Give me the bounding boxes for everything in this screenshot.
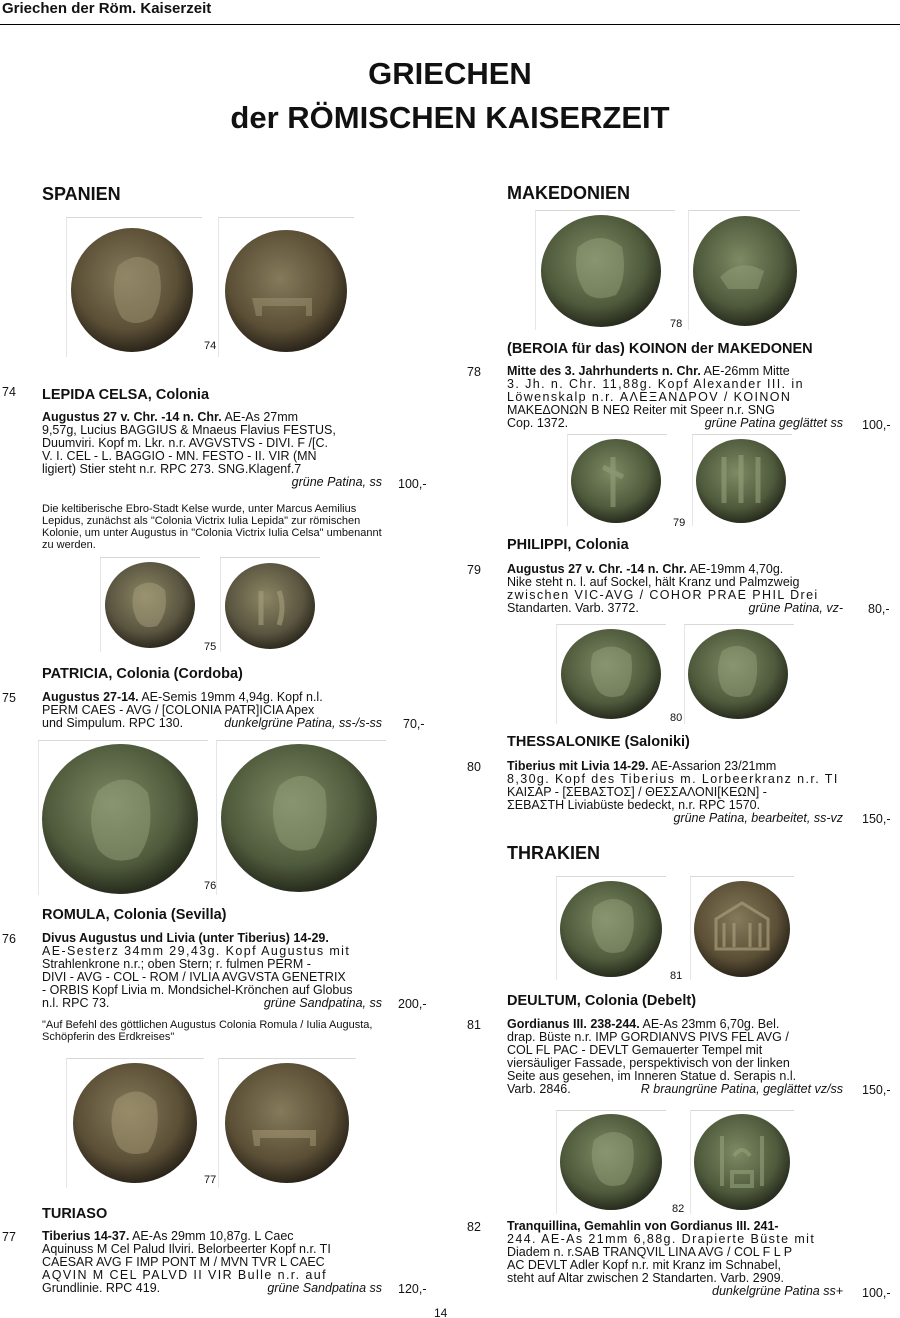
page-title-line2: der RÖMISCHEN KAISERZEIT [230, 100, 670, 135]
lot-77-number: 77 [2, 1230, 16, 1244]
desc-line: DIVI - AVG - COL - ROM / IVLIA AVGVSTA GENETRIX [42, 970, 346, 984]
plate-number: 82 [672, 1203, 685, 1215]
lot-79-denomination: AE-19mm 4,70g. [686, 562, 784, 576]
coin-obverse-74 [68, 226, 196, 354]
lot-76-mint: ROMULA, Colonia (Sevilla) [42, 907, 227, 923]
lot-80-number: 80 [467, 760, 481, 774]
plate-number: 75 [204, 641, 217, 653]
section-spanien: SPANIEN [42, 184, 121, 204]
lot-76-number: 76 [2, 932, 16, 946]
coin-reverse-80 [686, 627, 790, 721]
lot-80-mint: THESSALONIKE (Saloniki) [507, 734, 690, 750]
lot-78-condition: grüne Patina geglättet ss [704, 416, 843, 430]
plate-number: 78 [670, 318, 683, 330]
lot-75-condition: dunkelgrüne Patina, ss-/s-ss [224, 716, 382, 730]
coin-obverse-75 [103, 560, 197, 650]
running-title: Griechen der Röm. Kaiserzeit [2, 0, 212, 17]
desc-line: Grundlinie. RPC 419. [42, 1281, 161, 1295]
lot-78-denomination: AE-26mm Mitte [700, 364, 790, 378]
lot-77-condition: grüne Sandpatina ss [267, 1281, 382, 1295]
coin-reverse-77 [222, 1060, 352, 1186]
lot-80-description [507, 760, 843, 825]
lot-81-number: 81 [467, 1018, 481, 1032]
page-title-line1: GRIECHEN [368, 56, 532, 91]
lot-80-price: 150,- [862, 812, 891, 826]
lot-79-ruler: Augustus 27 v. Chr. -14 n. Chr. [507, 562, 687, 576]
desc-line: 3. Jh. n. Chr. 11,88g. Kopf Alexander III. in [507, 377, 804, 391]
lot-80-ruler: Tiberius mit Livia 14-29. [507, 759, 649, 773]
coin-reverse-75 [223, 561, 317, 651]
lot-74-mint: LEPIDA CELSA, Colonia [42, 387, 210, 403]
lot-76-ruler: Divus Augustus und Livia (unter Tiberius) 14-29. [42, 931, 329, 945]
lot-76-price: 200,- [398, 997, 427, 1011]
lot-79-description [507, 563, 843, 615]
lot-79-mint: PHILIPPI, Colonia [507, 537, 629, 553]
coin-obverse-77 [70, 1060, 200, 1186]
lot-75-description [42, 691, 382, 730]
lot-74-denomination: AE-As 27mm [221, 410, 299, 424]
desc-line: PERM CAES - AVG / [COLONIA PATR]ICIA Apex [42, 703, 315, 717]
plate-number: 77 [204, 1174, 217, 1186]
desc-line: steht auf Altar zwischen 2 Standarten. Varb. 2909. [507, 1271, 785, 1285]
plate-number: 81 [670, 970, 683, 982]
desc-line: Strahlenkrone n.r.; oben Stern; r. fulmen PERM - [42, 957, 311, 971]
lot-74-number: 74 [2, 385, 16, 399]
desc-line: Aquinuss M Cel Palud Ilviri. Belorbeerter Kopf n.r. TI [42, 1242, 331, 1256]
desc-line: ΣΕΒΑΣΤΗ Liviabüste bedeckt, n.r. RPC 1570. [507, 798, 761, 812]
coin-obverse-78 [538, 213, 664, 329]
coin-obverse-80 [559, 627, 663, 721]
coin-obverse-79 [569, 437, 663, 525]
plate-number: 80 [670, 712, 683, 724]
lot-81-mint: DEULTUM, Colonia (Debelt) [507, 993, 697, 1009]
desc-line: und Simpulum. RPC 130. [42, 716, 184, 730]
lot-77-ruler: Tiberius 14-37. [42, 1229, 130, 1243]
plate-number: 74 [204, 340, 217, 352]
lot-75-denomination: AE-Semis 19mm 4,94g. Kopf n.l. [138, 690, 323, 704]
desc-line: ligiert) Stier steht n.r. RPC 273. SNG.Klagenf.7 [42, 462, 302, 476]
lot-82-description [507, 1220, 843, 1298]
desc-line: ΜΑΚΕΔΟΝΩΝ Β ΝΕΩ Reiter mit Speer n.r. SNG [507, 403, 775, 417]
desc-line: Nike steht n. l. auf Sockel, hält Kranz und Palmzweig [507, 575, 800, 589]
coin-reverse-81 [692, 879, 792, 979]
lot-82-number: 82 [467, 1220, 481, 1234]
lot-81-ruler: Gordianus III. 238-244. [507, 1017, 640, 1031]
coin-reverse-79 [694, 437, 788, 525]
lot-75-number: 75 [2, 691, 16, 705]
desc-line: Varb. 2846. [507, 1082, 571, 1096]
lot-81-price: 150,- [862, 1083, 891, 1097]
desc-line: ΚΑΙΣΑΡ - [ΣΕΒΑΣΤΟΣ] / ΘΕΣΣΑΛΟΝΙ[ΚΕΩΝ] - [507, 785, 767, 799]
lot-78-number: 78 [467, 365, 481, 379]
desc-line: AE-Sesterz 34mm 29,43g. Kopf Augustus mit [42, 944, 351, 958]
lot-75-ruler: Augustus 27-14. [42, 690, 139, 704]
desc-line: drap. Büste n.r. IMP GORDIANVS PIVS FEL AVG / [507, 1030, 789, 1044]
lot-80-condition: grüne Patina, bearbeitet, ss-vz [673, 811, 843, 825]
coin-obverse-81 [558, 879, 664, 979]
coin-reverse-78 [690, 213, 800, 329]
lot-81-condition: R braungrüne Patina, geglättet vz/ss [640, 1082, 843, 1096]
section-thrakien: THRAKIEN [507, 843, 600, 863]
desc-line: zwischen VIC-AVG / COHOR PRAE PHIL Drei [507, 588, 819, 602]
lot-75-mint: PATRICIA, Colonia (Cordoba) [42, 666, 243, 682]
desc-line: CAESAR AVG F IMP PONT M / MVN TVR L CAEC [42, 1255, 325, 1269]
desc-line: Diadem n. r.SAB TRANQVIL LINA AVG / COL F L P [507, 1245, 793, 1259]
page-number: 14 [434, 1306, 448, 1318]
lot-74-condition: grüne Patina, ss [291, 475, 382, 489]
desc-line: Standarten. Varb. 3772. [507, 601, 639, 615]
lot-78-price: 100,- [862, 418, 891, 432]
desc-line: AQVIN M CEL PALVD II VIR Bulle n.r. auf [42, 1268, 328, 1282]
coin-obverse-76 [40, 743, 200, 896]
desc-line: COL FL PAC - DEVLT Gemauerter Tempel mit [507, 1043, 763, 1057]
lot-76-note: "Auf Befehl des göttlichen Augustus Colonia Romula / Iulia Augusta, Schöpferin des Erdkreises" [42, 1019, 373, 1043]
lot-78-mint: (BEROIA für das) KOINON der MAKEDONEN [507, 341, 813, 357]
desc-line: n.l. RPC 73. [42, 996, 110, 1010]
lot-81-denomination: AE-As 23mm 6,70g. Bel. [639, 1017, 780, 1031]
desc-line: 8,30g. Kopf des Tiberius m. Lorbeerkranz n.r. TI [507, 772, 839, 786]
lot-82-ruler: Tranquillina, Gemahlin von Gordianus III. 241- [507, 1219, 779, 1233]
desc-line: 244. AE-As 21mm 6,88g. Drapierte Büste mit [507, 1232, 816, 1246]
lot-74-note: Die keltiberische Ebro-Stadt Kelse wurde, unter Marcus Aemilius Lepidus, zunächst als "Colonia Victrix Iulia Lepida" zur römischen Kolonie, um unter Augustus in "Colonia Victrix Iulia Celsa" umbenannt zu werden. [42, 503, 382, 551]
plate-number: 76 [204, 880, 217, 892]
section-makedonien: MAKEDONIEN [507, 183, 631, 203]
desc-line: 9,57g, Lucius BAGGIUS & Mnaeus Flavius FESTUS, [42, 423, 336, 437]
desc-line: Seite aus gesehen, im Inneren Statue d. Serapis n.l. [507, 1069, 797, 1083]
plate-number: 79 [673, 517, 686, 529]
coin-reverse-82 [692, 1112, 792, 1212]
desc-line: Duumviri. Kopf m. Lkr. n.r. AVGVSTVS - DIVI. F /[C. [42, 436, 328, 450]
lot-82-price: 100,- [862, 1286, 891, 1300]
lot-77-mint: TURIASO [42, 1206, 108, 1222]
coin-reverse-76 [219, 742, 379, 894]
desc-line: viersäuliger Fassade, perspektivisch von der linken [507, 1056, 790, 1070]
desc-line: Cop. 1372. [507, 416, 569, 430]
desc-line: Löwenskalp n.r. ΑΛΕΞΑΝΔΡΟV / KOINON [507, 390, 792, 404]
lot-74-description [42, 411, 382, 489]
lot-80-denomination: AE-Assarion 23/21mm [648, 759, 777, 773]
coin-reverse-74 [222, 228, 350, 354]
desc-line: AC DEVLT Adler Kopf n.r. mit Kranz im Schnabel, [507, 1258, 781, 1272]
lot-74-price: 100,- [398, 477, 427, 491]
lot-81-description [507, 1018, 843, 1096]
lot-77-price: 120,- [398, 1282, 427, 1296]
lot-79-number: 79 [467, 563, 481, 577]
lot-78-ruler: Mitte des 3. Jahrhunderts n. Chr. [507, 364, 701, 378]
lot-77-description [42, 1230, 382, 1295]
desc-line: - ORBIS Kopf Livia m. Mondsichel-Krönchen auf Globus [42, 983, 353, 997]
lot-79-price: 80,- [868, 602, 890, 616]
lot-78-description [507, 365, 843, 430]
lot-77-denomination: AE-As 29mm 10,87g. L Caec [129, 1229, 294, 1243]
lot-75-price: 70,- [403, 717, 425, 731]
lot-79-condition: grüne Patina, vz- [748, 601, 843, 615]
header-rule [0, 24, 900, 25]
lot-76-description [42, 932, 382, 1010]
lot-74-ruler: Augustus 27 v. Chr. -14 n. Chr. [42, 410, 222, 424]
lot-82-condition: dunkelgrüne Patina ss+ [712, 1284, 843, 1298]
coin-obverse-82 [558, 1112, 664, 1212]
desc-line: V. I. CEL - L. BAGGIO - MN. FESTO - II. VIR (MN [42, 449, 317, 463]
lot-76-condition: grüne Sandpatina, ss [263, 996, 382, 1010]
